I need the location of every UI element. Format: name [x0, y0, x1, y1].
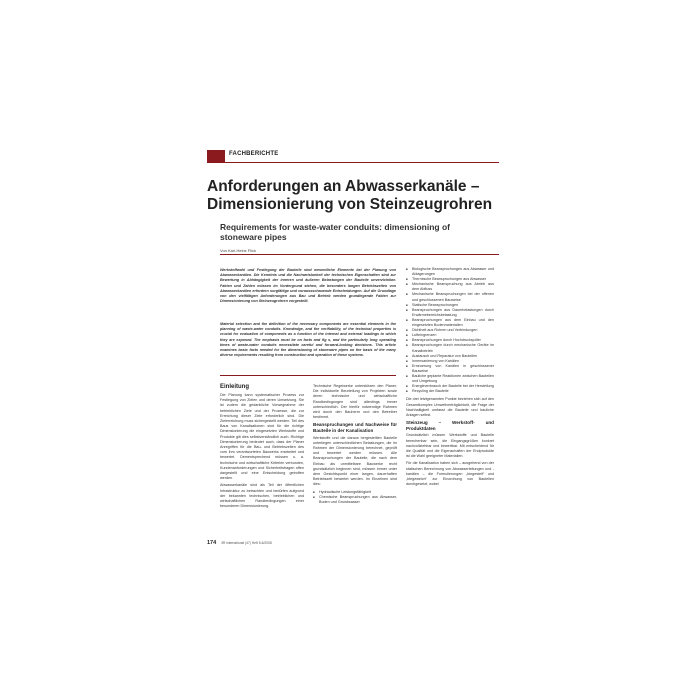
list-item: ■ Biologische Beanspruchungen aus Abwasser und Ablagerungen	[406, 267, 494, 277]
column-2	[313, 384, 397, 505]
list-item: ■ Lufteingrenzen	[406, 333, 494, 338]
list-item: ■ Beanspruchungen durch Hochdruckspüler	[406, 338, 494, 343]
list-item: ■ Thermische Beanspruchungen aus Abwasser	[406, 277, 494, 282]
article-title: Anforderungen an Abwasserkanäle – Dimensionierung von Steinzeugrohren	[207, 178, 493, 213]
bullet-list	[406, 267, 494, 394]
list-item: ■ Dichtheit aus Rohren und Verbindungen	[406, 328, 494, 333]
list-item: ■ Innensanierung von Kanälen	[406, 359, 494, 364]
list-item: ■ Hydraulische Leistungsfähigkeit	[313, 490, 397, 495]
list-item: ■ Statische Beanspruchungen	[406, 303, 494, 308]
section-label: FACHBERICHTE	[229, 151, 279, 157]
heading-steinzeug: Steinzeug – Werkstoff- und Produktdaten	[406, 420, 494, 431]
page-number: 174	[207, 540, 217, 546]
list-item: ■ Beanspruchungen aus dem Einbau und den eingesetzten Bodenmaterialien	[406, 318, 494, 328]
section-rule	[207, 162, 499, 163]
paragraph: Abwasserkanäle sind als Teil der öffentlichen Infrastruktur zu betrachten und bedürfen aufgrund der bekannten technischen, betrieblichen und wirtschaftlichen Randbedingungen einer besonderen Dimensionierung.	[220, 483, 304, 509]
column-3	[406, 267, 494, 489]
list-item: ■ Bauliche geplante Reaktionen zwischen Bauteilen und Umgebung	[406, 374, 494, 384]
heading-einleitung: Einleitung	[220, 384, 249, 390]
column-1	[220, 384, 304, 511]
paragraph: Die Planung kann systematischer Prozess zur Festlegung von Zielen und deren Umsetzung. Sie ist zudem die gedankliche Vorwegnahme der betrieblichen Ziele und der Prozesse, die zur Erreichung dieser Ziele erforderlich sind. Die Zielerreichung muss sichergestellt werden. Teil des Baus von Kanalisationen sind für die richtige Dimensionierung die eingesetzten Werkstoffe und Produkte gilt dies selbstverständlich auch. Richtige Dimensionierung bedeutet auch, dass der Planer Anregriffen für die Bau- und Betriebszeiten des vom ihm verantworteten Bauwerks erarbeitet und bewertet. Dementsprechend müssen u. a. technische und wirtschaftliche Kriterien verbunden, Kundenanforderungen und Sicherheitsfragen offen dargestellt und eine Entscheidung getroffen werden.	[220, 393, 304, 481]
list-item: ■ Erneuerung von Kanälen in geschlossener Bauweise	[406, 364, 494, 374]
list-item: ■ Beanspruchungen aus Dauerbelastungen durch Erwärmebereichsbelastung	[406, 308, 494, 318]
paragraph: Technische Regelwerke unterstützen den Planer. Die individuelle Beurteilung von Projekten sowie deren technische und wirtschaftliche Randbedingungen sind allerdings immer unterschiedlich. Der hierfür notwendige Rahmen wird durch den Bauherrn und den Betreiber bestimmt.	[313, 384, 397, 420]
magazine-page	[207, 150, 499, 550]
heading-beanspruchungen: Beanspruchungen und Nachweise für Bauteile in der Kanalisation	[313, 422, 397, 434]
bullet-list	[313, 490, 397, 505]
page-footer	[207, 540, 499, 550]
list-item: ■ Recycling der Bauteile	[406, 389, 494, 394]
abstract-english: Material selection and the definition of the necessary components are essential elements in the planning of waste-water conduits. Knowledge, and the verifiability, of the technical properties is crucial for evaluation of components as a function of the internal and external loadings to which they are exposed. The emphasis must be on facts and fig s, and the particularly long operating times of waste-water conduits necessitate careful and forward-looking decisions. This article examines basic facts needed for the dimensioning of stoneware pipes on the basis of the many diverse requirements resulting from construction and operation of these systems.	[220, 322, 396, 358]
list-item: ■ Austausch und Reparatur von Bauteilen	[406, 354, 494, 359]
article-subtitle: Requirements for waste-water conduits: dimensioning of stoneware pipes	[220, 222, 450, 242]
paragraph: Werkstoffe und die daraus hergestellten Bauteile unterliegen unterschiedlichen Belastungen, die im Rahmen der Dimensionierung berechnet, geprüft und bewertet werden müssen. Alle Beanspruchungen der Bauteile, die nach dem Einbau als unmittelbare Bauwerke recht grundsätzlich beginnen sind, müssen immer unter dem Gesichtspunkt einer langen, dauerhaften Betriebszeit bewertet werden. Im Einzelnen sind dies:	[313, 435, 397, 487]
section-header	[207, 150, 499, 162]
abstract-rule	[220, 375, 396, 376]
list-item: ■ Energieverbrauch der Bauteile bei der Herstellung	[406, 384, 494, 389]
article-author: Von Karl-Heinz Flick	[220, 248, 257, 253]
list-item: ■ Mechanische Beanspruchungen bei der offenen und geschlossenen Bauweise	[406, 292, 494, 302]
paragraph: Die drei letztgenannten Punkte beziehen sich auf den Gesamtkomplex Umweltverträglichkeit, die Frage der Nachhaltigkeit umfasst die Bauteile und bauliche Anlagen selbst.	[406, 397, 494, 417]
journal-info: 3R international (47) Heft 5-6/2008	[221, 541, 272, 545]
list-item: ■ Chemische Beanspruchungen aus Abwasser, Boden und Grundwasser	[313, 495, 397, 505]
paragraph: Für die Kanalisation haben sich – ausgehend von der statischen Berechnung von Abwasserleitungen und -kanälen – die Formulierungen „biegesteif“ und „biegeweich“ zur Einordnung von Bauteilen durchgesetzt, wobei	[406, 461, 494, 487]
author-rule	[220, 254, 499, 255]
abstract-german: Werkstoffwahl und Festlegung der Bauteile sind wesentliche Elemente bei der Planung von Abwasserkanälen. Die Kenntnis und die Nachweisbarkeit der technischen Eigenschaften sind zur Bewertung in Abhängigkeit der inneren und äußeren Belastungen der Bauteile unverzichtbar. Fakten und Zahlen müssen im Vordergrund stehen, die besonders langen Betriebszeiten von Abwasserkanälen erfordern sorgfältige und voraussschauende Entscheidungen. Auf die Grundlage von den vielfältigen Anforderungen aus Bau und Betrieb werden grundlegende Fakten zur Dimensionierung von Steinzeugrohren vorgestellt.	[220, 268, 396, 304]
paragraph: Grundsätzlich müssen Werkstoffe und Bauteile berechenbar sein, die Eingangsgrößen konkret nachvollziehbar und bewertbar. Mit entscheidend für die Qualität und die Eigenschaften der Endprodukte ist die Wahl geeigneter Materialien.	[406, 433, 494, 459]
section-color-block	[207, 150, 225, 162]
list-item: ■ Mechanische Beanspruchung aus Abrieb aus dem Abfluss	[406, 282, 494, 292]
list-item: ■ Beanspruchungen durch mechanische Geräte im Kanalbetrieb	[406, 343, 494, 353]
